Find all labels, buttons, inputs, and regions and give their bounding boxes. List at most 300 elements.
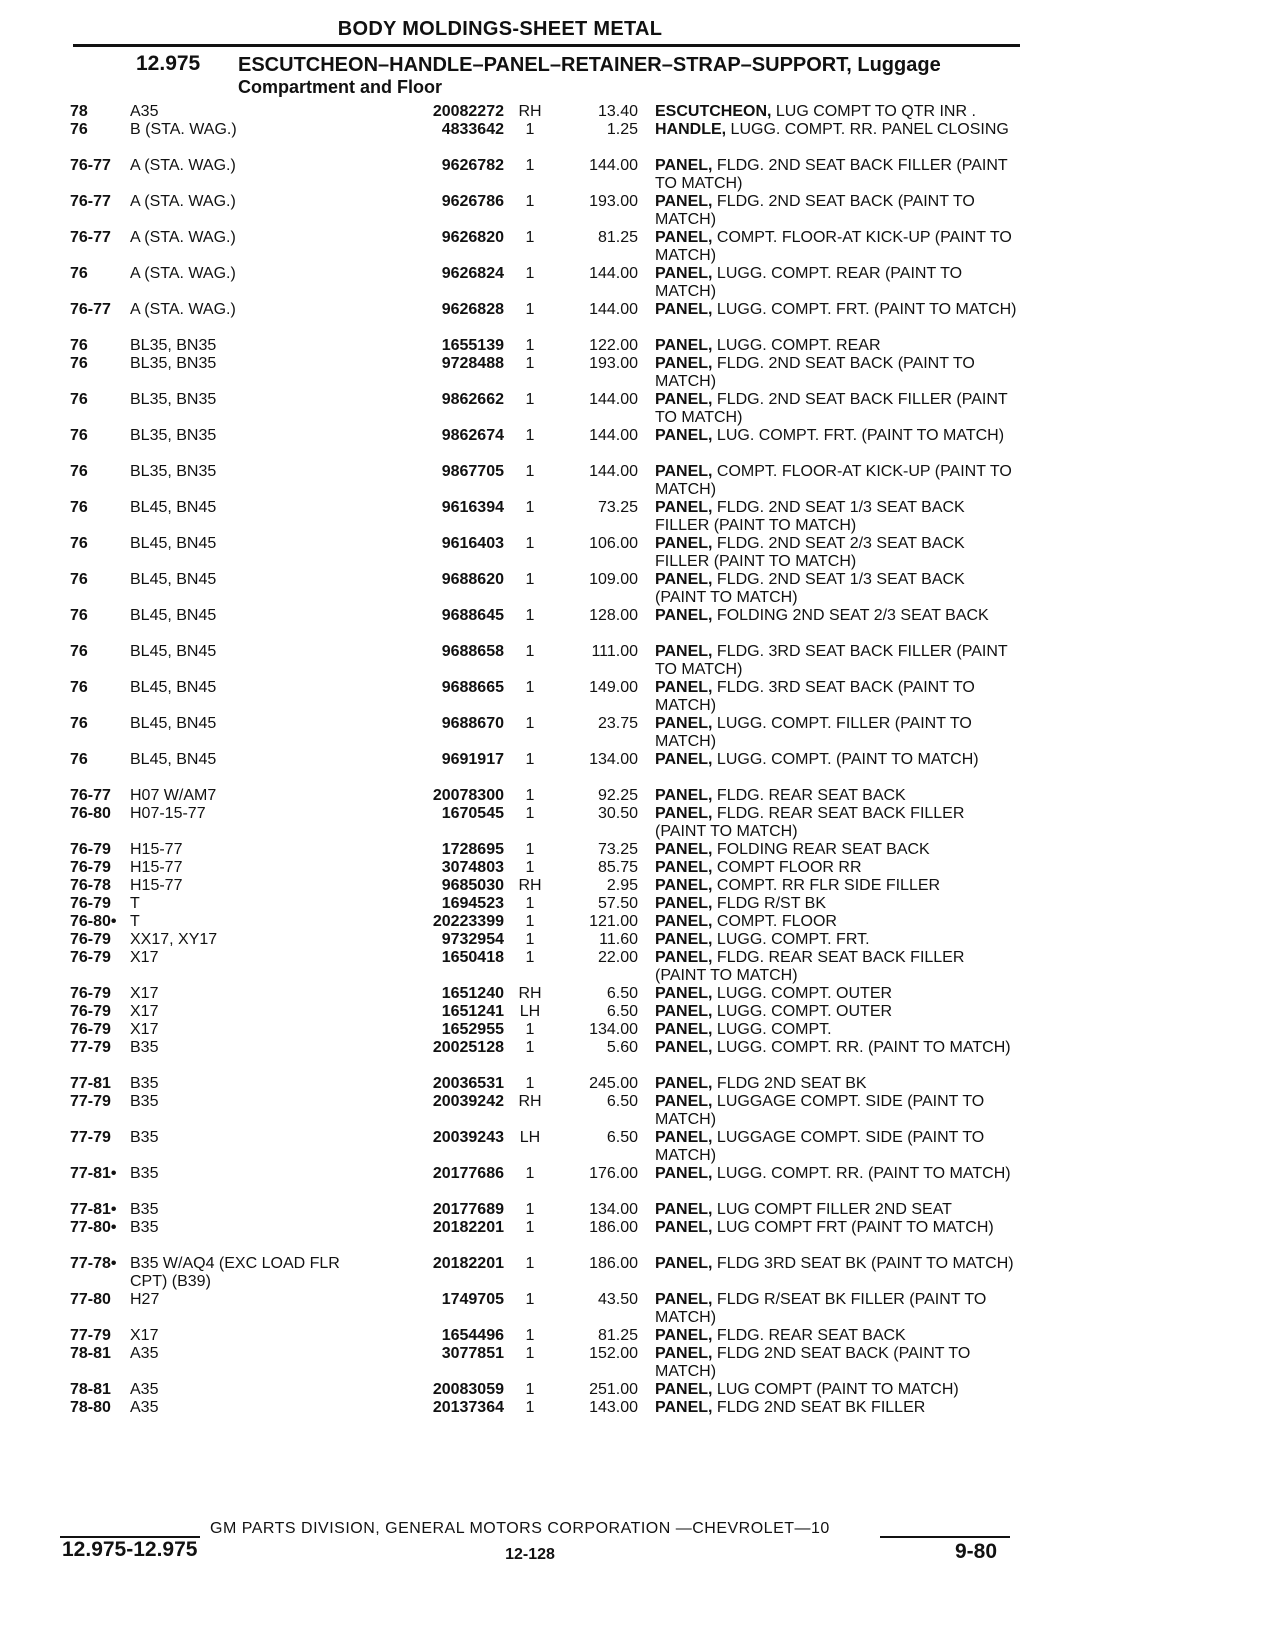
row-model: X17 xyxy=(130,1021,159,1038)
table-row xyxy=(0,499,1280,535)
row-year: 76 xyxy=(70,265,88,282)
row-item-name: PANEL, xyxy=(655,535,713,552)
row-item-name: PANEL, xyxy=(655,355,713,372)
row-quantity: 1 xyxy=(525,787,535,804)
row-model: B35 xyxy=(130,1165,159,1182)
row-price: 13.40 xyxy=(597,103,638,120)
row-description xyxy=(655,877,1017,895)
row-model: B35 xyxy=(130,1093,159,1110)
row-part-number: 9626824 xyxy=(441,265,504,282)
row-quantity: 1 xyxy=(525,1165,535,1182)
row-quantity: 1 xyxy=(525,1075,535,1092)
row-quantity: 1 xyxy=(525,499,535,516)
row-item-name: PANEL, xyxy=(655,1327,713,1344)
row-price: 81.25 xyxy=(597,1327,638,1344)
table-row xyxy=(0,679,1280,715)
row-model: BL45, BN45 xyxy=(130,643,217,660)
row-year: 76 xyxy=(70,499,88,516)
row-quantity: 1 xyxy=(525,1039,535,1056)
table-row xyxy=(0,877,1280,895)
row-quantity: RH xyxy=(518,103,542,120)
row-model: B35 xyxy=(130,1039,159,1056)
row-year: 78-81 xyxy=(70,1345,111,1362)
row-model: BL45, BN45 xyxy=(130,499,217,516)
table-row xyxy=(0,391,1280,427)
row-item-name: PANEL, xyxy=(655,1291,713,1308)
row-model: A35 xyxy=(130,1345,159,1362)
row-part-number: 20025128 xyxy=(432,1039,504,1056)
row-quantity: 1 xyxy=(525,1345,535,1362)
table-row xyxy=(0,949,1280,985)
row-item-name: PANEL, xyxy=(655,1165,713,1182)
row-model: A (STA. WAG.) xyxy=(130,229,236,246)
row-item-name: PANEL, xyxy=(655,1201,713,1218)
row-year: 78-81 xyxy=(70,1381,111,1398)
row-item-name: HANDLE, xyxy=(655,121,727,138)
row-item-detail: LUG COMPT FILLER 2ND SEAT xyxy=(712,1201,952,1218)
row-item-name: PANEL, xyxy=(655,463,713,480)
row-item-detail: FLDG. 2ND SEAT 1/3 SEAT BACK FILLER (PAINT TO MATCH) xyxy=(655,499,965,534)
row-year: 76 xyxy=(70,679,88,696)
table-row xyxy=(0,607,1280,643)
row-part-number: 9862674 xyxy=(441,427,504,444)
row-price: 144.00 xyxy=(589,265,638,282)
row-model: X17 xyxy=(130,949,159,966)
row-year: 77-81 xyxy=(70,1075,111,1092)
row-price: 2.95 xyxy=(606,877,638,894)
row-model: A35 xyxy=(130,103,159,120)
row-quantity: 1 xyxy=(525,913,535,930)
row-year: 76-77 xyxy=(70,787,111,804)
row-year: 77-79 xyxy=(70,1039,111,1056)
row-price: 251.00 xyxy=(589,1381,638,1398)
row-description xyxy=(655,463,1017,499)
row-price: 57.50 xyxy=(597,895,638,912)
table-row xyxy=(0,1093,1280,1129)
row-item-name: PANEL, xyxy=(655,1381,713,1398)
row-description xyxy=(655,751,1017,769)
row-year: 76-78 xyxy=(70,877,111,894)
table-row xyxy=(0,1345,1280,1381)
row-price: 134.00 xyxy=(589,1201,638,1218)
row-item-name: PANEL, xyxy=(655,895,713,912)
row-year: 78-80 xyxy=(70,1399,111,1416)
row-model: A35 xyxy=(130,1399,159,1416)
row-item-detail: LUGG. COMPT. REAR (PAINT TO MATCH) xyxy=(655,265,963,300)
row-quantity: 1 xyxy=(525,841,535,858)
row-quantity: 1 xyxy=(525,949,535,966)
row-part-number: 9867705 xyxy=(441,463,504,480)
row-price: 144.00 xyxy=(589,157,638,174)
row-item-detail: LUGG. COMPT. FILLER (PAINT TO MATCH) xyxy=(655,715,972,750)
row-model: T xyxy=(130,895,140,912)
row-model: B35 xyxy=(130,1219,159,1236)
row-description xyxy=(655,391,1017,427)
row-model: H27 xyxy=(130,1291,160,1308)
table-row xyxy=(0,985,1280,1003)
row-description xyxy=(655,1093,1017,1129)
row-quantity: 1 xyxy=(525,427,535,444)
row-year: 77-79 xyxy=(70,1327,111,1344)
row-year: 76 xyxy=(70,427,88,444)
row-price: 143.00 xyxy=(589,1399,638,1416)
row-price: 73.25 xyxy=(597,841,638,858)
row-year: 76-79 xyxy=(70,859,111,876)
row-quantity: 1 xyxy=(525,1327,535,1344)
row-item-detail: FLDG. 3RD SEAT BACK FILLER (PAINT TO MATCH) xyxy=(655,643,1008,678)
row-description xyxy=(655,1021,1017,1039)
row-item-name: PANEL, xyxy=(655,1039,713,1056)
row-quantity: 1 xyxy=(525,751,535,768)
row-part-number: 9626782 xyxy=(441,157,504,174)
header-rule xyxy=(73,44,1020,47)
row-part-number: 20182201 xyxy=(432,1219,504,1236)
row-item-detail: FLDG. 2ND SEAT 1/3 SEAT BACK (PAINT TO MATCH) xyxy=(655,571,965,606)
row-quantity: 1 xyxy=(525,715,535,732)
row-year: 76 xyxy=(70,463,88,480)
row-description xyxy=(655,1129,1017,1165)
row-model: BL35, BN35 xyxy=(130,427,217,444)
parts-table xyxy=(0,103,1280,1417)
row-quantity: 1 xyxy=(525,931,535,948)
table-row xyxy=(0,895,1280,913)
row-quantity: 1 xyxy=(525,229,535,246)
row-item-name: PANEL, xyxy=(655,571,713,588)
row-item-name: PANEL, xyxy=(655,931,713,948)
row-description xyxy=(655,1381,1017,1399)
row-item-detail: FLDG. 2ND SEAT 2/3 SEAT BACK FILLER (PAINT TO MATCH) xyxy=(655,535,965,570)
row-year: 76 xyxy=(70,535,88,552)
row-model: BL35, BN35 xyxy=(130,391,217,408)
row-part-number: 9626786 xyxy=(441,193,504,210)
row-year: 76-79 xyxy=(70,1021,111,1038)
row-part-number: 4833642 xyxy=(441,121,504,138)
row-description xyxy=(655,913,1017,931)
row-model: BL45, BN45 xyxy=(130,751,217,768)
row-part-number: 20082272 xyxy=(432,103,504,120)
table-row xyxy=(0,805,1280,841)
row-year: 76-80• xyxy=(70,913,117,930)
row-model: B (STA. WAG.) xyxy=(130,121,237,138)
row-item-name: PANEL, xyxy=(655,877,713,894)
row-model: A35 xyxy=(130,1381,159,1398)
row-part-number: 20177689 xyxy=(432,1201,504,1218)
row-part-number: 20083059 xyxy=(432,1381,504,1398)
row-year: 77-79 xyxy=(70,1129,111,1146)
row-price: 30.50 xyxy=(597,805,638,822)
row-price: 85.75 xyxy=(597,859,638,876)
row-model: BL35, BN35 xyxy=(130,337,217,354)
row-year: 76-77 xyxy=(70,193,111,210)
table-row xyxy=(0,787,1280,805)
row-year: 76-79 xyxy=(70,895,111,912)
row-part-number: 20039243 xyxy=(432,1129,504,1146)
row-model: H07-15-77 xyxy=(130,805,206,822)
row-model: H15-77 xyxy=(130,841,183,858)
row-price: 193.00 xyxy=(589,193,638,210)
row-part-number: 3077851 xyxy=(441,1345,504,1362)
row-price: 144.00 xyxy=(589,301,638,318)
section-number: 12.975 xyxy=(136,52,201,75)
row-quantity: LH xyxy=(519,1003,541,1020)
row-price: 121.00 xyxy=(589,913,638,930)
table-row xyxy=(0,841,1280,859)
row-part-number: 1749705 xyxy=(441,1291,504,1308)
row-quantity: 1 xyxy=(525,355,535,372)
row-item-name: PANEL, xyxy=(655,1345,713,1362)
row-part-number: 9616403 xyxy=(441,535,504,552)
row-item-name: PANEL, xyxy=(655,391,713,408)
row-year: 76-79 xyxy=(70,1003,111,1020)
row-price: 23.75 xyxy=(597,715,638,732)
table-row xyxy=(0,463,1280,499)
row-price: 6.50 xyxy=(606,1003,638,1020)
row-quantity: 1 xyxy=(525,805,535,822)
row-description xyxy=(655,535,1017,571)
row-description xyxy=(655,841,1017,859)
row-item-name: PANEL, xyxy=(655,1255,713,1272)
row-item-name: PANEL, xyxy=(655,1021,713,1038)
row-model: B35 xyxy=(130,1201,159,1218)
row-model: BL45, BN45 xyxy=(130,535,217,552)
table-row xyxy=(0,571,1280,607)
row-price: 22.00 xyxy=(597,949,638,966)
row-item-name: PANEL, xyxy=(655,805,713,822)
row-item-detail: FLDG. REAR SEAT BACK FILLER (PAINT TO MATCH) xyxy=(655,949,965,984)
row-description xyxy=(655,859,1017,877)
row-item-detail: FLDG. 2ND SEAT BACK (PAINT TO MATCH) xyxy=(655,355,975,390)
row-part-number: 1651241 xyxy=(441,1003,504,1020)
row-quantity: 1 xyxy=(525,1255,535,1272)
table-row xyxy=(0,535,1280,571)
row-item-detail: LUG COMPT FRT (PAINT TO MATCH) xyxy=(712,1219,994,1236)
table-row xyxy=(0,103,1280,121)
row-year: 76 xyxy=(70,715,88,732)
footer-section-range: 12.975-12.975 xyxy=(62,1538,198,1561)
row-description xyxy=(655,427,1017,445)
row-year: 77-79 xyxy=(70,1093,111,1110)
row-description xyxy=(655,229,1017,265)
row-description xyxy=(655,1327,1017,1345)
table-row xyxy=(0,355,1280,391)
row-part-number: 1652955 xyxy=(441,1021,504,1038)
row-part-number: 20177686 xyxy=(432,1165,504,1182)
section-title xyxy=(238,54,1018,98)
row-description xyxy=(655,679,1017,715)
row-item-detail: LUGG. COMPT. OUTER xyxy=(712,1003,893,1020)
row-model: X17 xyxy=(130,985,159,1002)
row-item-name: PANEL, xyxy=(655,265,713,282)
row-item-detail: FLDG. REAR SEAT BACK xyxy=(712,1327,906,1344)
row-item-name: PANEL, xyxy=(655,193,713,210)
row-price: 186.00 xyxy=(589,1255,638,1272)
row-price: 111.00 xyxy=(591,643,638,660)
table-row xyxy=(0,751,1280,787)
row-price: 5.60 xyxy=(606,1039,638,1056)
row-quantity: LH xyxy=(519,1129,541,1146)
row-description xyxy=(655,355,1017,391)
row-description xyxy=(655,1003,1017,1021)
section-title-sub: Compartment and Floor xyxy=(238,77,443,97)
table-row xyxy=(0,643,1280,679)
row-model: A (STA. WAG.) xyxy=(130,265,236,282)
row-item-name: PANEL, xyxy=(655,1075,713,1092)
table-row xyxy=(0,1129,1280,1165)
row-price: 92.25 xyxy=(597,787,638,804)
row-description xyxy=(655,121,1017,139)
row-model: X17 xyxy=(130,1327,159,1344)
row-year: 77-80 xyxy=(70,1291,111,1308)
row-model: A (STA. WAG.) xyxy=(130,193,236,210)
table-row xyxy=(0,121,1280,157)
row-price: 144.00 xyxy=(589,391,638,408)
row-item-detail: COMPT. FLOOR xyxy=(712,913,837,930)
row-year: 77-78• xyxy=(70,1255,117,1272)
row-model: BL45, BN45 xyxy=(130,571,217,588)
row-item-name: PANEL, xyxy=(655,1003,713,1020)
row-price: 11.60 xyxy=(599,931,638,948)
row-item-detail: FLDG 2ND SEAT BACK (PAINT TO MATCH) xyxy=(655,1345,971,1380)
table-row xyxy=(0,715,1280,751)
table-row xyxy=(0,1219,1280,1255)
row-part-number: 9685030 xyxy=(441,877,504,894)
row-price: 122.00 xyxy=(589,337,638,354)
row-item-detail: LUGG. COMPT. RR. (PAINT TO MATCH) xyxy=(712,1165,1011,1182)
row-part-number: 1655139 xyxy=(441,337,504,354)
row-part-number: 20078300 xyxy=(432,787,504,804)
row-price: 186.00 xyxy=(589,1219,638,1236)
row-item-name: PANEL, xyxy=(655,841,713,858)
table-row xyxy=(0,859,1280,877)
row-quantity: 1 xyxy=(525,535,535,552)
row-item-name: PANEL, xyxy=(655,913,713,930)
row-part-number: 1651240 xyxy=(441,985,504,1002)
table-row xyxy=(0,1021,1280,1039)
row-part-number: 1728695 xyxy=(441,841,504,858)
row-item-detail: FLDG. 2ND SEAT BACK FILLER (PAINT TO MATCH) xyxy=(655,391,1008,426)
table-row xyxy=(0,1381,1280,1399)
row-part-number: 9862662 xyxy=(441,391,504,408)
row-part-number: 1694523 xyxy=(441,895,504,912)
row-item-detail: FLDG R/ST BK xyxy=(712,895,826,912)
page-header-title: BODY MOLDINGS-SHEET METAL xyxy=(337,18,663,40)
row-description xyxy=(655,1075,1017,1093)
row-item-name: PANEL, xyxy=(655,1093,713,1110)
table-row xyxy=(0,229,1280,265)
row-item-detail: FLDG. REAR SEAT BACK FILLER (PAINT TO MATCH) xyxy=(655,805,965,840)
row-item-detail: LUGG. COMPT. REAR xyxy=(712,337,881,354)
row-description xyxy=(655,265,1017,301)
row-quantity: 1 xyxy=(525,337,535,354)
row-price: 128.00 xyxy=(589,607,638,624)
row-description xyxy=(655,193,1017,229)
row-part-number: 1654496 xyxy=(441,1327,504,1344)
row-year: 77-81• xyxy=(70,1165,117,1182)
row-model: BL45, BN45 xyxy=(130,679,217,696)
row-price: 134.00 xyxy=(589,751,638,768)
row-item-detail: FOLDING 2ND SEAT 2/3 SEAT BACK xyxy=(712,607,989,624)
row-part-number: 9732954 xyxy=(441,931,504,948)
row-item-name: ESCUTCHEON, xyxy=(655,103,772,120)
row-description xyxy=(655,1039,1017,1057)
row-price: 6.50 xyxy=(606,1129,638,1146)
row-price: 245.00 xyxy=(589,1075,638,1092)
row-item-detail: LUGG. COMPT. RR. PANEL CLOSING xyxy=(726,121,1009,138)
row-part-number: 3074803 xyxy=(441,859,504,876)
row-model: X17 xyxy=(130,1003,159,1020)
row-quantity: 1 xyxy=(525,679,535,696)
row-item-detail: LUGG. COMPT. FRT. (PAINT TO MATCH) xyxy=(712,301,1017,318)
table-row xyxy=(0,1399,1280,1417)
row-quantity: RH xyxy=(518,877,542,894)
row-description xyxy=(655,157,1017,193)
row-quantity: 1 xyxy=(525,571,535,588)
row-model: H07 W/AM7 xyxy=(130,787,217,804)
row-quantity: 1 xyxy=(525,643,535,660)
row-part-number: 9688665 xyxy=(441,679,504,696)
row-quantity: 1 xyxy=(525,1201,535,1218)
row-model: A (STA. WAG.) xyxy=(130,157,236,174)
row-model: B35 xyxy=(130,1129,159,1146)
row-description xyxy=(655,1345,1017,1381)
row-item-name: PANEL, xyxy=(655,1219,713,1236)
row-item-detail: FLDG. 3RD SEAT BACK (PAINT TO MATCH) xyxy=(655,679,975,714)
row-year: 76-77 xyxy=(70,157,111,174)
row-item-detail: FLDG. 2ND SEAT BACK FILLER (PAINT TO MATCH) xyxy=(655,157,1008,192)
row-year: 76 xyxy=(70,643,88,660)
row-price: 43.50 xyxy=(597,1291,638,1308)
row-part-number: 20223399 xyxy=(432,913,504,930)
row-year: 76-79 xyxy=(70,985,111,1002)
row-year: 76-79 xyxy=(70,841,111,858)
row-year: 76-77 xyxy=(70,229,111,246)
row-quantity: 1 xyxy=(525,895,535,912)
row-item-name: PANEL, xyxy=(655,715,713,732)
section-title-main: ESCUTCHEON–HANDLE–PANEL–RETAINER–STRAP–SUPPORT, Luggage xyxy=(238,54,941,76)
row-price: 144.00 xyxy=(589,427,638,444)
row-quantity: 1 xyxy=(525,607,535,624)
row-description xyxy=(655,1165,1017,1183)
row-quantity: 1 xyxy=(525,193,535,210)
row-item-name: PANEL, xyxy=(655,859,713,876)
row-price: 81.25 xyxy=(597,229,638,246)
row-item-detail: LUGG. COMPT. (PAINT TO MATCH) xyxy=(712,751,979,768)
row-item-detail: FLDG 2ND SEAT BK xyxy=(712,1075,867,1092)
row-model: BL45, BN45 xyxy=(130,607,217,624)
table-row xyxy=(0,265,1280,301)
row-price: 149.00 xyxy=(589,679,638,696)
row-quantity: 1 xyxy=(525,1291,535,1308)
row-item-detail: LUG COMPT (PAINT TO MATCH) xyxy=(712,1381,959,1398)
row-description xyxy=(655,643,1017,679)
row-description xyxy=(655,499,1017,535)
row-item-detail: FOLDING REAR SEAT BACK xyxy=(712,841,930,858)
row-price: 134.00 xyxy=(589,1021,638,1038)
row-model: H15-77 xyxy=(130,877,183,894)
row-quantity: RH xyxy=(518,1093,542,1110)
footer-publisher: GM PARTS DIVISION, GENERAL MOTORS CORPORATION —CHEVROLET—10 xyxy=(210,1520,830,1537)
row-part-number: 9616394 xyxy=(441,499,504,516)
row-item-name: PANEL, xyxy=(655,427,713,444)
row-year: 76-79 xyxy=(70,931,111,948)
row-price: 152.00 xyxy=(589,1345,638,1362)
row-item-detail: COMPT. FLOOR-AT KICK-UP (PAINT TO MATCH) xyxy=(655,229,1012,264)
row-description xyxy=(655,949,1017,985)
row-price: 176.00 xyxy=(589,1165,638,1182)
row-description xyxy=(655,103,1017,121)
row-description xyxy=(655,1219,1017,1237)
row-item-name: PANEL, xyxy=(655,679,713,696)
